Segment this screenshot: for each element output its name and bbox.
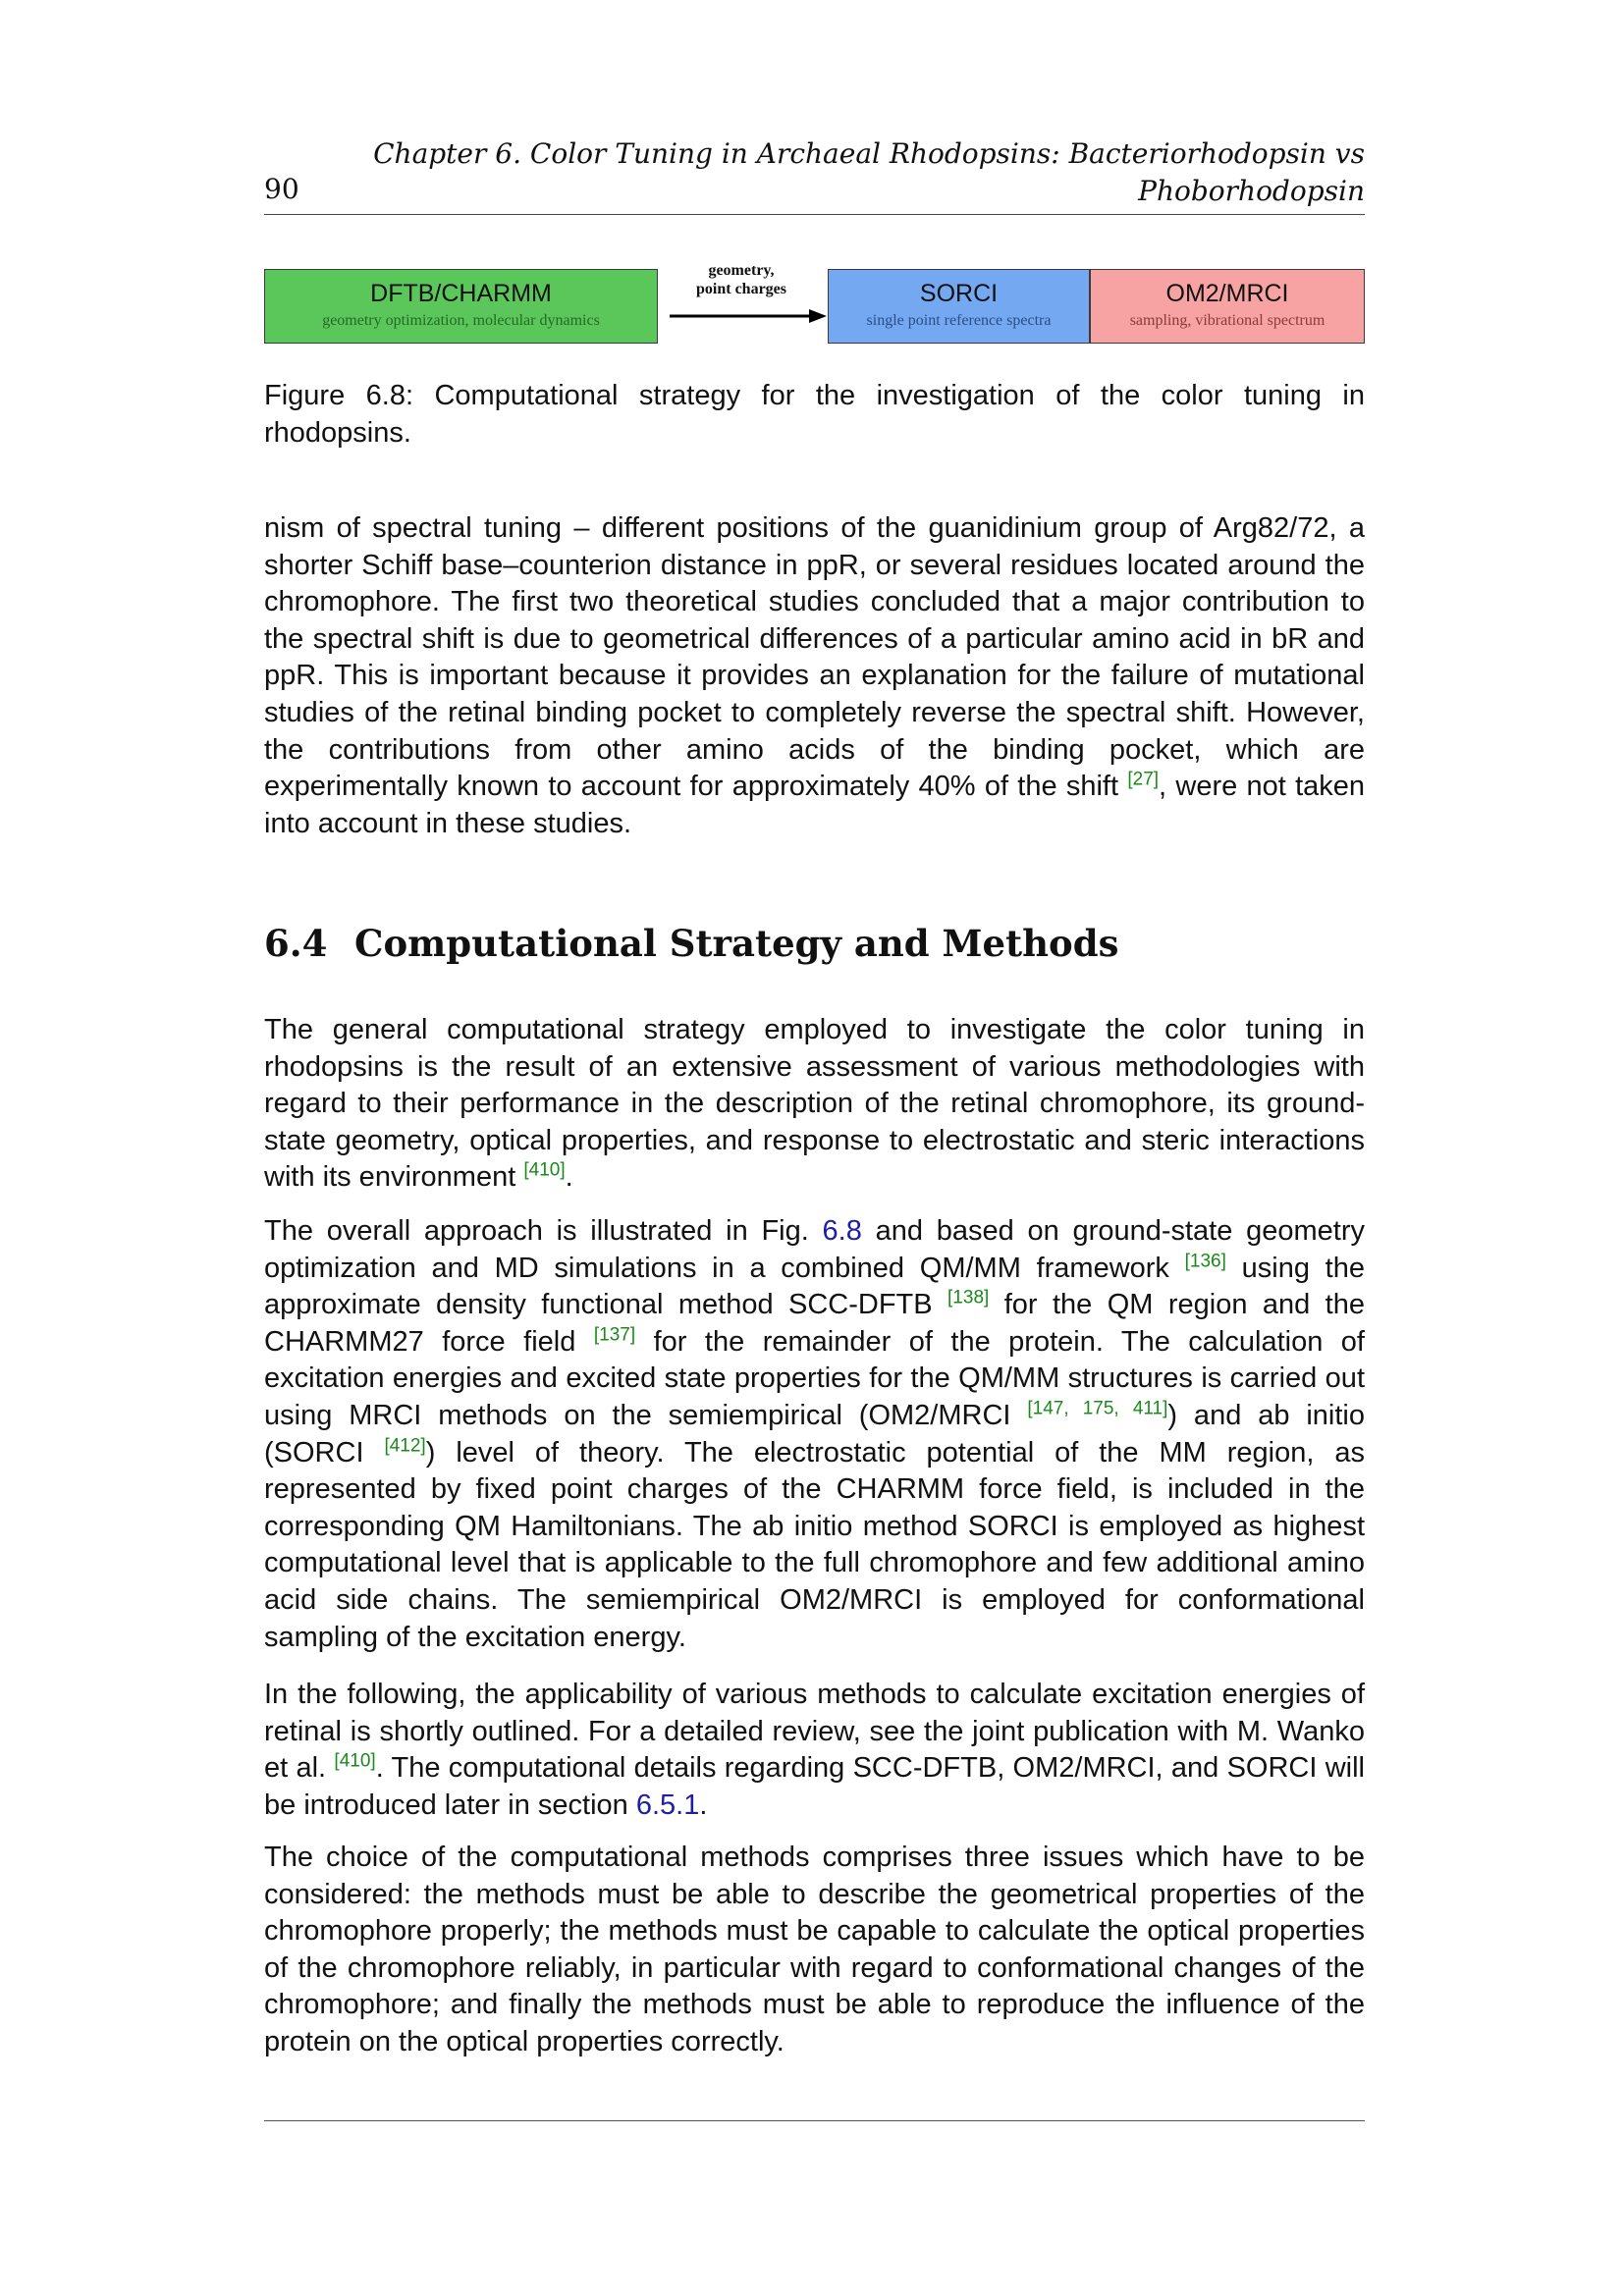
citation[interactable]: [147, 175, 411] xyxy=(1027,1398,1168,1419)
paragraph-text: for the remainder of the protein. The calculation of excitation energies and excited state properties for the QM/MM structures is carried out using MRCI methods on the semiempirical (OM2/MRCI xyxy=(264,1325,1365,1431)
om2-mrci-subtitle: sampling, vibrational spectrum xyxy=(1129,312,1325,329)
paragraph-overall-approach xyxy=(264,1213,1365,1656)
paragraph-text: The general computational strategy employed to investigate the color tuning in rhodopsins is the result of an extensive assessment of various methodologies with regard to their performance in the description of the retinal chromophore, its ground-state geometry, optical properties, and response to electrostatic and steric interactions with its environment xyxy=(264,1014,1365,1194)
paragraph-text: . xyxy=(699,1789,708,1821)
chapter-title-line2: Phoborhodopsin xyxy=(1138,175,1365,207)
flow-arrow xyxy=(668,261,825,349)
figure-6-8 xyxy=(264,261,1365,349)
citation[interactable]: [410] xyxy=(334,1750,376,1772)
citation[interactable]: [136] xyxy=(1184,1250,1226,1271)
paragraph-text: In the following, the applicability of various methods to calculate excitation energies of retinal is shortly outlined. For a detailed review, see the joint publication with M. Wanko et al. xyxy=(264,1679,1365,1785)
right-arrow-icon xyxy=(670,306,827,326)
citation[interactable]: [412] xyxy=(384,1434,426,1456)
paragraph-text: ) level of theory. The electrostatic potential of the MM region, as represented by fixed point charges of the CHARMM force field, is included in the corresponding QM Hamiltonians. The ab initio method SORCI is employed as highest computational level that is applicable to the full chromophore and few additional amino acid side chains. The semiempirical OM2/MRCI is employed for conformational sampling of the excitation energy. xyxy=(264,1436,1365,1653)
om2-mrci-title: OM2/MRCI xyxy=(1165,280,1289,307)
citation[interactable]: [138] xyxy=(947,1287,990,1308)
paragraph-general-strategy xyxy=(264,1012,1365,1197)
paragraph-text: The overall approach is illustrated in Fig. xyxy=(264,1215,823,1247)
paragraph-following xyxy=(264,1677,1365,1824)
chapter-title-line1: Chapter 6. Color Tuning in Archaeal Rhodopsins: Bacteriorhodopsin vs xyxy=(373,137,1365,170)
figure-reference-link[interactable]: 6.8 xyxy=(822,1215,862,1247)
paragraph-text: . xyxy=(565,1161,573,1194)
paragraph-text: . The computational details regarding SCC-DFTB, OM2/MRCI, and SORCI will be introduced later in section xyxy=(264,1752,1365,1821)
paragraph-text: and based on ground-state geometry optimization and MD simulations in a combined QM/MM framework xyxy=(264,1215,1365,1284)
paragraph-text: nism of spectral tuning – different positions of the guanidinium group of Arg82/72, a shorter Schiff base–counterion distance in ppR, or several residues located around the chromophore. The first two theoretical studies concluded that a major contribution to the spectral shift is due to geometrical differences of a particular amino acid in bR and ppR. This is important because it provides an explanation for the failure of mutational studies of the retinal binding pocket to completely reverse the spectral shift. However, the contributions from other amino acids of the binding pocket, which are experimentally known to account for approximately 40% of the shift xyxy=(264,512,1365,803)
paragraph-spectral-tuning xyxy=(264,510,1365,842)
section-reference-link[interactable]: 6.5.1 xyxy=(635,1789,700,1821)
paragraph-text: , were not taken into account in these studies. xyxy=(264,771,1366,839)
page-number: 90 xyxy=(264,173,299,205)
citation: [410] xyxy=(523,1159,566,1181)
sorci-box xyxy=(828,269,1090,344)
arrow-label xyxy=(668,261,815,298)
section-number: 6.4 xyxy=(264,922,328,965)
paragraph-method-choice: The choice of the computational methods comprises three issues which have to be considered: the methods must be able to describe the geometrical properties of the chromophore properly; the methods must be capable to calculate the optical properties of the chromophore reliably, in particular with regard to conformational changes of the chromophore; and finally the methods must be able to reproduce the influence of the protein on the optical properties correctly. xyxy=(264,1842,1365,2057)
dftb-charmm-box xyxy=(264,269,658,344)
citation[interactable]: [137] xyxy=(593,1324,636,1346)
running-header xyxy=(264,135,1365,215)
paragraph-text: ) and ab initio (SORCI xyxy=(264,1399,1365,1468)
footer-rule xyxy=(264,2120,1365,2121)
section-heading xyxy=(264,921,1118,966)
paragraph-text: for the QM region and the CHARMM27 force field xyxy=(264,1289,1365,1358)
paragraph-text: using the approximate density functional method SCC-DFTB xyxy=(264,1252,1365,1321)
section-title: Computational Strategy and Methods xyxy=(354,922,1119,965)
citation: [27] xyxy=(1127,769,1160,790)
dftb-charmm-subtitle: geometry optimization, molecular dynamics xyxy=(322,312,600,329)
chapter-title xyxy=(373,135,1365,210)
sorci-title: SORCI xyxy=(919,280,999,307)
sorci-subtitle: single point reference spectra xyxy=(866,312,1052,329)
figure-caption: Figure 6.8: Computational strategy for the investigation of the color tuning in rhodopsins. xyxy=(264,380,1365,449)
arrow-label-line1: geometry, xyxy=(708,262,775,279)
dftb-charmm-title: DFTB/CHARMM xyxy=(370,280,552,307)
om2-mrci-box xyxy=(1090,269,1365,344)
arrow-label-line2: point charges xyxy=(696,281,786,297)
